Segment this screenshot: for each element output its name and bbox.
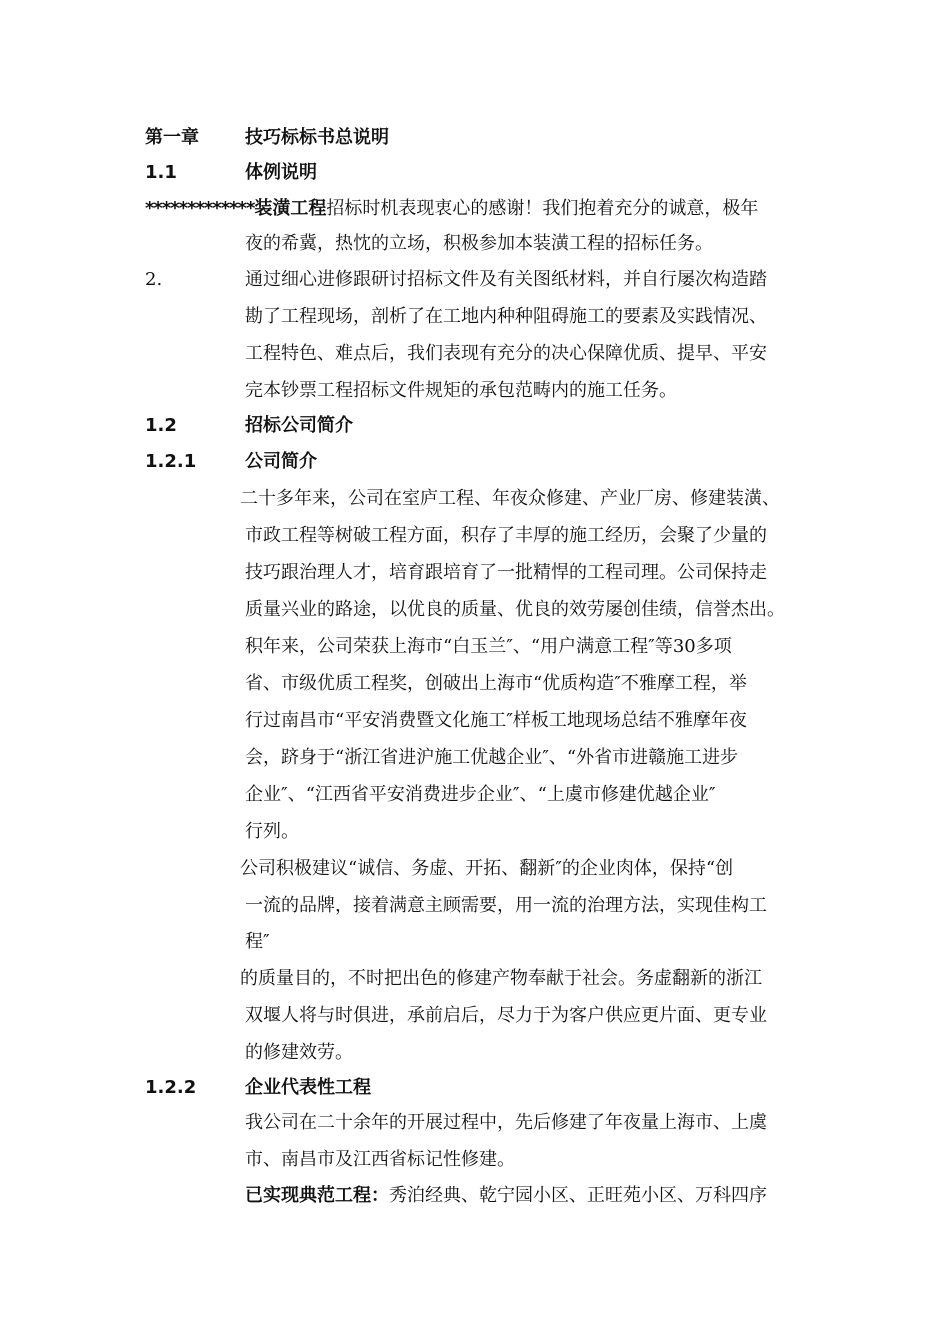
para1-line: 积年来，公司荣获上海市“白玉兰″、“用户满意工程″等30多项 [245, 636, 732, 657]
item-2-line: 工程特色、难点后，我们表现有充分的决心保障优质、提早、平安 [245, 343, 767, 364]
item-2-line: 通过细心进修跟研讨招标文件及有关图纸材料，并自行屡次构造踏 [245, 269, 767, 290]
para1-line: 技巧跟治理人才，培育跟培育了一批精悍的工程司理。公司保持走 [245, 562, 767, 583]
chapter-number: 第一章 [145, 127, 199, 148]
para1-line: 会，跻身于“浙江省进沪施工优越企业″、“外省市进赣施工进步 [245, 747, 739, 768]
section-1-1-title: 体例说明 [245, 162, 317, 183]
para3-line: 我公司在二十余年的开展过程中，先后修建了年夜量上海市、上虞 [245, 1112, 767, 1133]
intro-line-2: 夜的希冀，热忱的立场，积极参加本装潢工程的招标任务。 [245, 233, 713, 254]
item-2-line: 勘了工程现场，剖析了在工地内种种阻碍施工的要素及实践情况、 [245, 306, 767, 327]
para1-line: 省、市级优质工程奖，创破出上海市“优质构造″不雅摩工程，举 [245, 673, 747, 694]
para1-line: 行列。 [245, 821, 299, 842]
intro-stars: ************* [145, 198, 255, 219]
intro-line-1 [145, 197, 758, 221]
item-2-line: 完本钞票工程招标文件规矩的承包范畴内的施工任务。 [245, 380, 677, 401]
para2-line: 的修建效劳。 [245, 1042, 353, 1063]
para2-line: 的质量目的，不时把出色的修建产物奉献于社会。务虚翻新的浙江 [240, 968, 762, 989]
section-1-2-number: 1.2 [145, 415, 177, 436]
para1-line: 企业″、“江西省平安消费进步企业″、“上虞市修建优越企业″ [245, 784, 716, 805]
section-1-1-number: 1.1 [145, 162, 177, 183]
para2-line: 一流的品牌，接着满意主顾需要，用一流的治理方法，实现佳构工 [245, 895, 767, 916]
para4-bold: 已实现典范工程： [245, 1185, 389, 1206]
intro-bold: 装潢工程 [254, 198, 327, 219]
chapter-title: 技巧标标书总说明 [245, 127, 389, 148]
para4-line [245, 1184, 767, 1208]
section-1-2-title: 招标公司简介 [245, 415, 353, 436]
para4-text: 秀泊经典、乾宁园小区、正旺苑小区、万科四序 [389, 1185, 767, 1206]
section-1-2-1-number: 1.2.1 [145, 451, 197, 472]
para2-line: 双堰人将与时俱进，承前启后，尽力于为客户供应更片面、更专业 [245, 1005, 767, 1026]
item-2-number: 2. [145, 269, 163, 290]
section-1-2-1-title: 公司简介 [245, 451, 317, 472]
para1-line: 市政工程等树破工程方面，积存了丰厚的施工经历，会聚了少量的 [245, 525, 767, 546]
para2-line: 程″ [245, 931, 270, 952]
para2-line: 公司积极建议“诚信、务虚、开拓、翻新″的企业肉体，保持“创 [240, 858, 734, 879]
section-1-2-2-number: 1.2.2 [145, 1077, 197, 1098]
intro-text: 招标时机表现衷心的感谢！我们抱着充分的诚意，极年 [326, 198, 759, 219]
section-1-2-2-title: 企业代表性工程 [245, 1077, 371, 1098]
para1-line: 行过南昌市“平安消费暨文化施工″样板工地现场总结不雅摩年夜 [245, 710, 747, 731]
para1-line: 质量兴业的路途，以优良的质量、优良的效劳屡创佳绩，信誉杰出。 [245, 599, 785, 620]
para1-line: 二十多年来，公司在室庐工程、年夜众修建、产业厂房、修建装潢、 [240, 488, 780, 509]
para3-line: 市、南昌市及江西省标记性修建。 [245, 1149, 515, 1170]
